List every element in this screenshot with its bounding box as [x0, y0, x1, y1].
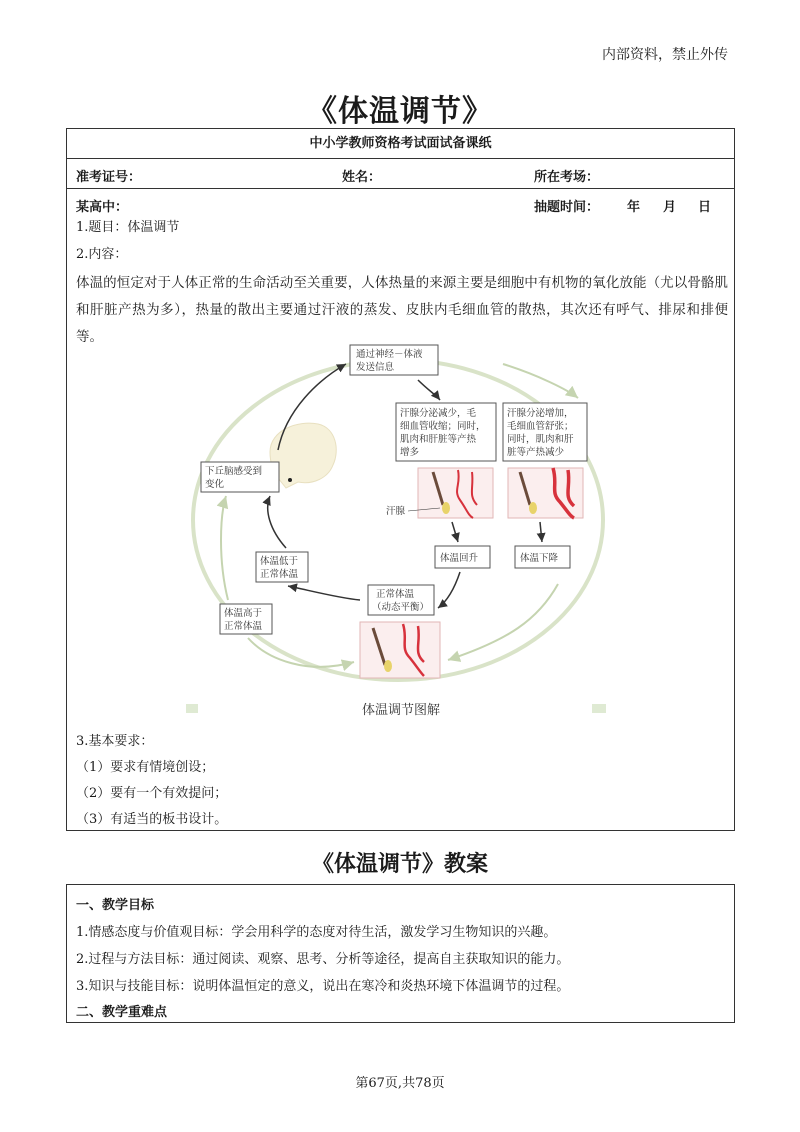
node-hypothalamus [201, 462, 279, 492]
node-low-line-2: 正常体温 [260, 569, 299, 580]
node-hot-line-4: 脏等产热减少 [507, 447, 565, 458]
node-cold-response [396, 403, 496, 461]
node-hypothalamus-line-1: 下丘脑感受到 [205, 466, 263, 477]
node-hot-line-3: 同时，肌肉和肝 [507, 434, 574, 445]
content-label: 2.内容： [76, 247, 128, 262]
requirement-3: （3）有适当的板书设计。 [76, 812, 228, 827]
content-paragraph: 体温的恒定对于人体正常的生命活动至关重要，人体热量的来源主要是细胞中有机物的氧化放能（尤以骨骼肌和肝脏产热为多），热量的散出主要通过汗液的蒸发、皮肤内毛细血管的散热，其次还有呼气、排尿和排便等。 [76, 275, 728, 345]
node-cold-line-3: 肌肉和肝脏等产热 [400, 434, 477, 445]
node-low-line-1: 体温低于 [260, 556, 299, 567]
node-hot-response [503, 403, 587, 461]
node-neural-line-1: 通过神经－体液 [356, 349, 423, 360]
arrow-neural-to-cold [418, 380, 440, 400]
node-temp-up-label: 体温回升 [440, 553, 479, 564]
page-number: 第67页,共78页 [355, 1076, 445, 1091]
confidential-notice: 内部资料，禁止外传 [602, 47, 728, 63]
lesson-plan-title: 《体温调节》教案 [311, 851, 488, 877]
arrow-normal-to-low [288, 586, 360, 600]
arrow-cold-to-up [452, 522, 458, 542]
arrow-neural-to-hot [503, 364, 578, 398]
node-low-temp [256, 552, 308, 582]
node-high-line-2: 正常体温 [224, 621, 263, 632]
head-silhouette [270, 423, 336, 488]
node-high-temp [220, 604, 272, 634]
node-hot-line-2: 毛细血管舒张； [507, 421, 574, 432]
node-temp-down [515, 546, 570, 568]
goal-2: 2.过程与方法目标：通过阅读、观察、思考、分析等途径，提高自主获取知识的能力。 [76, 952, 570, 967]
thermoregulation-diagram [178, 340, 626, 720]
hypothalamus-dot [288, 478, 292, 482]
year-label: 年 [627, 200, 641, 215]
requirements-label: 3.基本要求： [76, 734, 154, 749]
node-high-line-1: 体温高于 [224, 608, 263, 619]
node-cold-line-2: 细血管收缩；同时， [400, 421, 486, 432]
candidate-row [67, 159, 734, 189]
arrow-up-to-normal [438, 572, 460, 608]
skin-section-normal [360, 622, 440, 678]
node-normal-line-2: （动态平衡） [372, 602, 430, 613]
day-label: 日 [698, 200, 712, 215]
school-label: 某高中： [76, 200, 129, 215]
topic-line: 1.题目：体温调节 [76, 220, 180, 235]
exam-id-label: 准考证号： [76, 170, 142, 185]
node-temp-down-label: 体温下降 [520, 553, 559, 564]
draw-time-label: 抽题时间： [534, 200, 600, 215]
page-title: 《体温调节》 [307, 94, 493, 129]
corner-mark-left [186, 704, 198, 713]
node-hypothalamus-line-2: 变化 [205, 479, 225, 490]
arrow-high-to-hypo [221, 496, 228, 600]
arrow-down-to-normal [448, 584, 558, 660]
skin-section-cold [418, 468, 493, 518]
goal-1: 1.情感态度与价值观目标：学会用科学的态度对待生活，激发学习生物知识的兴趣。 [76, 925, 557, 940]
node-temp-up [435, 546, 490, 568]
lesson-plan-box [66, 884, 735, 1023]
node-neural [350, 345, 438, 375]
node-cold-line-1: 汗腺分泌减少，毛 [400, 408, 477, 419]
diagram-caption: 体温调节图解 [362, 703, 441, 718]
requirement-1: （1）要求有情境创设； [76, 760, 215, 775]
month-label: 月 [663, 200, 677, 215]
goal-3: 3.知识与技能目标：说明体温恒定的意义，说出在寒冷和炎热环境下体温调节的过程。 [76, 979, 570, 994]
requirement-2: （2）要有一个有效提问； [76, 786, 228, 801]
corner-mark-right [592, 704, 606, 713]
node-normal-line-1: 正常体温 [376, 589, 415, 600]
section-teaching-goals: 一、教学目标 [76, 898, 155, 913]
skin-section-hot [508, 468, 583, 518]
name-label: 姓名： [342, 170, 382, 185]
sheet-heading: 中小学教师资格考试面试备课纸 [67, 129, 734, 159]
section-key-points: 二、教学重难点 [76, 1005, 168, 1020]
node-cold-line-4: 增多 [400, 447, 420, 458]
sweat-gland-label: 汗腺 [386, 506, 406, 517]
node-normal-temp [368, 585, 434, 615]
arrow-low-to-hypo [268, 496, 286, 548]
arrow-hot-to-down [540, 522, 542, 542]
exam-site-label: 所在考场： [534, 170, 600, 185]
node-neural-line-2: 发送信息 [356, 362, 395, 373]
node-hot-line-1: 汗腺分泌增加， [507, 408, 574, 419]
